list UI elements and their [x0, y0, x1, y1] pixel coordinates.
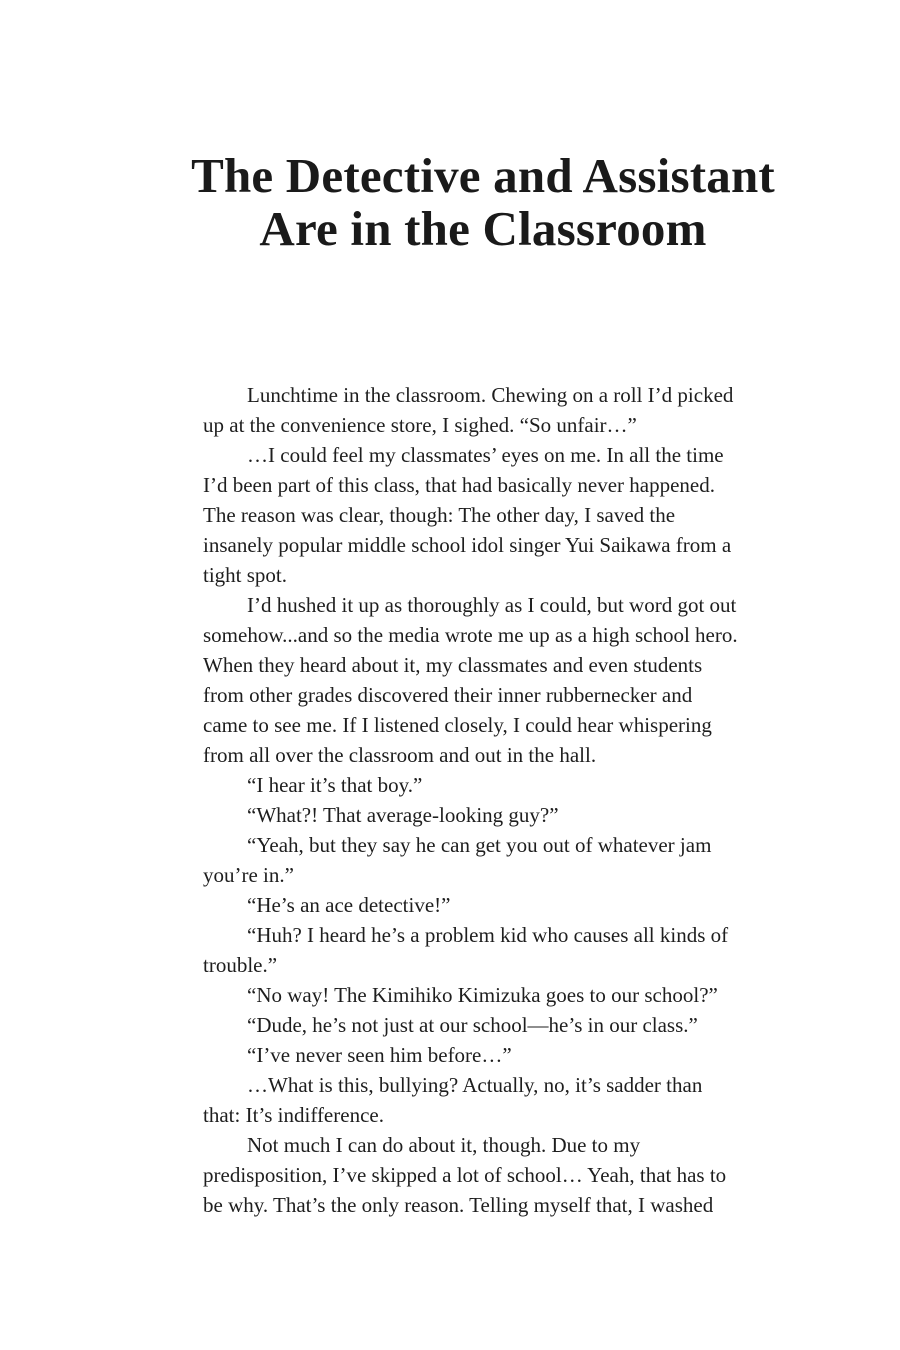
text-line: be why. That’s the only reason. Telling myself that, I washed: [203, 1193, 714, 1217]
text-line: that: It’s indifference.: [203, 1103, 384, 1127]
text-line: tight spot.: [203, 563, 288, 587]
text-line: “He’s an ace detective!”: [247, 893, 451, 917]
text-line: I’d hushed it up as thoroughly as I could, but word got out: [247, 593, 737, 617]
text-line: “No way! The Kimihiko Kimizuka goes to our school?”: [247, 983, 718, 1007]
text-line: predisposition, I’ve skipped a lot of school… Yeah, that has to: [203, 1163, 727, 1187]
text-line: “I hear it’s that boy.”: [247, 773, 423, 797]
text-line: “Dude, he’s not just at our school—he’s in our class.”: [247, 1013, 698, 1037]
text-line: Not much I can do about it, though. Due to my: [247, 1133, 641, 1157]
chapter-title-line: Are in the Classroom: [259, 201, 707, 256]
text-line: “What?! That average-looking guy?”: [247, 803, 559, 827]
text-line: I’d been part of this class, that had basically never happened.: [203, 473, 715, 497]
text-line: you’re in.”: [203, 863, 294, 887]
text-line: When they heard about it, my classmates and even students: [203, 653, 703, 677]
text-line: from other grades discovered their inner rubbernecker and: [203, 683, 693, 707]
chapter-title: [0, 149, 900, 255]
text-line: “Huh? I heard he’s a problem kid who causes all kinds of: [247, 923, 729, 947]
text-line: “Yeah, but they say he can get you out of whatever jam: [247, 833, 712, 857]
body-text: [203, 380, 803, 1220]
text-line: …I could feel my classmates’ eyes on me. In all the time: [247, 443, 724, 467]
text-line: insanely popular middle school idol singer Yui Saikawa from a: [203, 533, 732, 557]
text-line: The reason was clear, though: The other day, I saved the: [203, 503, 676, 527]
text-line: “I’ve never seen him before…”: [247, 1043, 512, 1067]
chapter-title-line: The Detective and Assistant: [191, 148, 775, 203]
text-line: somehow...and so the media wrote me up as a high school hero.: [203, 623, 738, 647]
text-line: came to see me. If I listened closely, I could hear whispering: [203, 713, 712, 737]
text-line: …What is this, bullying? Actually, no, it’s sadder than: [247, 1073, 703, 1097]
text-line: from all over the classroom and out in the hall.: [203, 743, 597, 767]
text-line: Lunchtime in the classroom. Chewing on a roll I’d picked: [247, 383, 734, 407]
text-line: trouble.”: [203, 953, 278, 977]
text-line: up at the convenience store, I sighed. “So unfair…”: [203, 413, 637, 437]
